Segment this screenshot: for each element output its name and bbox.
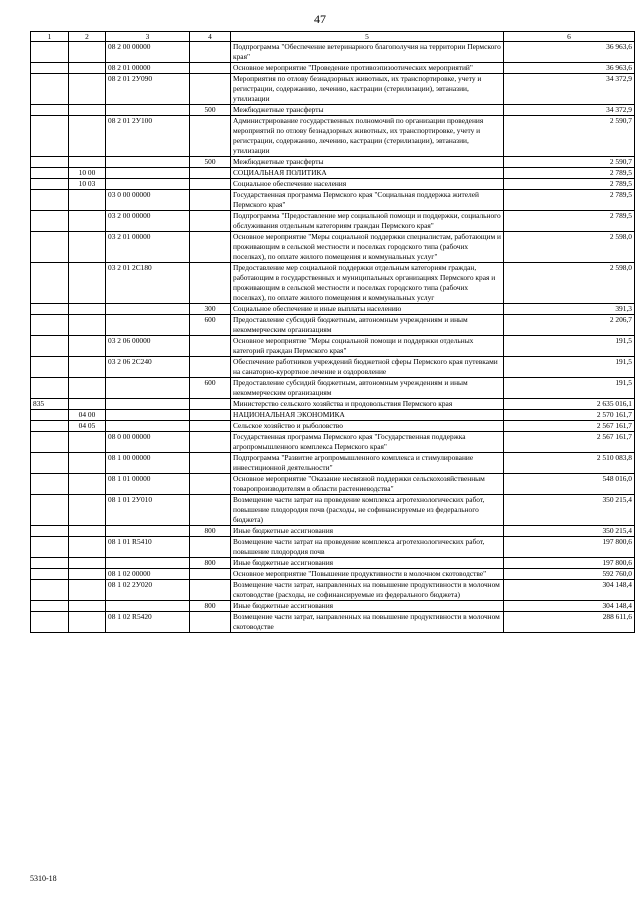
amount-cell: 36 963,6 xyxy=(504,42,635,63)
expense-type-cell xyxy=(190,168,231,179)
expense-type-cell xyxy=(190,410,231,421)
description-cell: Основное мероприятие "Меры социальной помощи и поддержки отдельных категорий граждан Пермского края" xyxy=(231,336,504,357)
expense-type-cell xyxy=(190,74,231,105)
section-code-cell xyxy=(69,453,106,474)
amount-cell: 2 789,5 xyxy=(504,179,635,190)
table-row xyxy=(31,105,635,116)
description-cell: Предоставление субсидий бюджетным, автономным учреждениям и иным некоммерческим организациям xyxy=(231,315,504,336)
table-row xyxy=(31,474,635,495)
amount-cell: 36 963,6 xyxy=(504,63,635,74)
admin-code-cell xyxy=(31,474,69,495)
expense-type-cell: 600 xyxy=(190,378,231,399)
expense-type-cell xyxy=(190,336,231,357)
table-row xyxy=(31,612,635,633)
expense-type-cell xyxy=(190,179,231,190)
page-number: 47 xyxy=(314,12,326,26)
admin-code-cell xyxy=(31,453,69,474)
column-header: 2 xyxy=(69,32,106,42)
section-code-cell xyxy=(69,558,106,569)
target-code-cell xyxy=(106,105,190,116)
table-row xyxy=(31,569,635,580)
description-cell: Основное мероприятие "Повышение продуктивности в молочном скотоводстве" xyxy=(231,569,504,580)
amount-cell: 288 611,6 xyxy=(504,612,635,633)
description-cell: Сельское хозяйство и рыболовство xyxy=(231,421,504,432)
admin-code-cell xyxy=(31,421,69,432)
table-row xyxy=(31,601,635,612)
admin-code-cell xyxy=(31,304,69,315)
description-cell: Предоставление мер социальной поддержки отдельным категориям граждан, работающим в государственных и муниципальных организациях Пермского края и проживающим в сельской местности и поселках городского типа (рабочих поселках), по оплате жилого помещения и коммунальных услуг xyxy=(231,263,504,304)
amount-cell: 2 635 016,1 xyxy=(504,399,635,410)
amount-cell: 2 590,7 xyxy=(504,116,635,157)
target-code-cell xyxy=(106,315,190,336)
section-code-cell xyxy=(69,157,106,168)
table-row xyxy=(31,526,635,537)
description-cell: Предоставление субсидий бюджетным, автономным учреждениям и иным некоммерческим организациям xyxy=(231,378,504,399)
target-code-cell: 08 1 02 00000 xyxy=(106,569,190,580)
expense-type-cell: 600 xyxy=(190,315,231,336)
description-cell: НАЦИОНАЛЬНАЯ ЭКОНОМИКА xyxy=(231,410,504,421)
description-cell: Министерство сельского хозяйства и продовольствия Пермского края xyxy=(231,399,504,410)
target-code-cell: 08 2 01 2У100 xyxy=(106,116,190,157)
admin-code-cell xyxy=(31,378,69,399)
amount-cell: 304 148,4 xyxy=(504,601,635,612)
admin-code-cell xyxy=(31,157,69,168)
target-code-cell: 03 0 00 00000 xyxy=(106,190,190,211)
table-row xyxy=(31,304,635,315)
expense-type-cell xyxy=(190,612,231,633)
section-code-cell xyxy=(69,63,106,74)
target-code-cell xyxy=(106,410,190,421)
amount-cell: 191,5 xyxy=(504,378,635,399)
admin-code-cell xyxy=(31,537,69,558)
section-code-cell xyxy=(69,74,106,105)
table-row xyxy=(31,495,635,526)
target-code-cell: 08 1 01 00000 xyxy=(106,474,190,495)
description-cell: Администрирование государственных полномочий по организации проведения мероприятий по отлову безнадзорных животных, их транспортировке, учету и регистрации, содержанию, лечению, кастрации (стерилизации), эвтаназии, утилизации xyxy=(231,116,504,157)
description-cell: Государственная программа Пермского края "Государственная поддержка агропромышленного комплекса Пермского края" xyxy=(231,432,504,453)
description-cell: Межбюджетные трансферты xyxy=(231,105,504,116)
admin-code-cell xyxy=(31,116,69,157)
table-row xyxy=(31,453,635,474)
expense-type-cell: 800 xyxy=(190,558,231,569)
admin-code-cell: 835 xyxy=(31,399,69,410)
amount-cell: 2 206,7 xyxy=(504,315,635,336)
amount-cell: 197 800,6 xyxy=(504,537,635,558)
description-cell: Возмещение части затрат, направленных на повышение продуктивности в молочном скотоводстве (расходы, не софинансируемые из федерального бюджета) xyxy=(231,580,504,601)
amount-cell: 2 598,0 xyxy=(504,232,635,263)
section-code-cell xyxy=(69,357,106,378)
section-code-cell xyxy=(69,526,106,537)
amount-cell: 2 789,5 xyxy=(504,190,635,211)
description-cell: Подпрограмма "Предоставление мер социальной помощи и поддержки, социального обслуживания отдельным категориям граждан Пермского края" xyxy=(231,211,504,232)
section-code-cell: 04 00 xyxy=(69,410,106,421)
target-code-cell xyxy=(106,399,190,410)
amount-cell: 34 372,9 xyxy=(504,74,635,105)
target-code-cell: 08 0 00 00000 xyxy=(106,432,190,453)
target-code-cell xyxy=(106,526,190,537)
amount-cell: 350 215,4 xyxy=(504,526,635,537)
table-row xyxy=(31,116,635,157)
section-code-cell xyxy=(69,474,106,495)
table-row xyxy=(31,263,635,304)
target-code-cell: 03 2 00 00000 xyxy=(106,211,190,232)
section-code-cell xyxy=(69,190,106,211)
description-cell: Социальное обеспечение населения xyxy=(231,179,504,190)
expense-type-cell xyxy=(190,537,231,558)
section-code-cell xyxy=(69,612,106,633)
column-header: 5 xyxy=(231,32,504,42)
description-cell: Обеспечение работников учреждений бюджетной сферы Пермского края путевками на санаторно-курортное лечение и оздоровление xyxy=(231,357,504,378)
description-cell: Иные бюджетные ассигнования xyxy=(231,526,504,537)
description-cell: Социальное обеспечение и иные выплаты населению xyxy=(231,304,504,315)
amount-cell: 391,3 xyxy=(504,304,635,315)
description-cell: СОЦИАЛЬНАЯ ПОЛИТИКА xyxy=(231,168,504,179)
section-code-cell xyxy=(69,537,106,558)
expense-type-cell xyxy=(190,399,231,410)
section-code-cell xyxy=(69,232,106,263)
column-header: 4 xyxy=(190,32,231,42)
admin-code-cell xyxy=(31,526,69,537)
expense-type-cell xyxy=(190,211,231,232)
target-code-cell: 03 2 06 2С240 xyxy=(106,357,190,378)
section-code-cell xyxy=(69,116,106,157)
description-cell: Иные бюджетные ассигнования xyxy=(231,558,504,569)
expense-type-cell xyxy=(190,63,231,74)
target-code-cell xyxy=(106,558,190,569)
admin-code-cell xyxy=(31,168,69,179)
section-code-cell xyxy=(69,263,106,304)
amount-cell: 304 148,4 xyxy=(504,580,635,601)
admin-code-cell xyxy=(31,432,69,453)
expense-type-cell xyxy=(190,474,231,495)
amount-cell: 2 789,5 xyxy=(504,168,635,179)
amount-cell: 191,5 xyxy=(504,336,635,357)
admin-code-cell xyxy=(31,569,69,580)
description-cell: Мероприятия по отлову безнадзорных животных, их транспортировке, учету и регистрации, содержанию, лечению, кастрации (стерилизации), эвтаназии, утилизации xyxy=(231,74,504,105)
expense-type-cell xyxy=(190,190,231,211)
expense-type-cell xyxy=(190,421,231,432)
admin-code-cell xyxy=(31,601,69,612)
amount-cell: 191,5 xyxy=(504,357,635,378)
target-code-cell: 08 2 01 00000 xyxy=(106,63,190,74)
amount-cell: 350 215,4 xyxy=(504,495,635,526)
section-code-cell xyxy=(69,336,106,357)
target-code-cell xyxy=(106,304,190,315)
amount-cell: 197 800,6 xyxy=(504,558,635,569)
target-code-cell: 03 2 01 00000 xyxy=(106,232,190,263)
amount-cell: 2 789,5 xyxy=(504,211,635,232)
description-cell: Иные бюджетные ассигнования xyxy=(231,601,504,612)
expense-type-cell xyxy=(190,232,231,263)
table-row xyxy=(31,399,635,410)
target-code-cell: 03 2 06 00000 xyxy=(106,336,190,357)
section-code-cell: 10 00 xyxy=(69,168,106,179)
expense-type-cell xyxy=(190,116,231,157)
expense-type-cell xyxy=(190,432,231,453)
description-cell: Основное мероприятие "Оказание несвязной поддержки сельскохозяйственным товаропроизводителям в области растениеводства" xyxy=(231,474,504,495)
expense-type-cell xyxy=(190,580,231,601)
target-code-cell: 08 2 00 00000 xyxy=(106,42,190,63)
target-code-cell xyxy=(106,378,190,399)
table-row xyxy=(31,74,635,105)
target-code-cell: 08 2 01 2У090 xyxy=(106,74,190,105)
target-code-cell: 08 1 00 00000 xyxy=(106,453,190,474)
table-row xyxy=(31,157,635,168)
admin-code-cell xyxy=(31,580,69,601)
amount-cell: 2 570 161,7 xyxy=(504,410,635,421)
admin-code-cell xyxy=(31,336,69,357)
admin-code-cell xyxy=(31,211,69,232)
description-cell: Возмещение части затрат, направленных на повышение продуктивности в молочном скотоводстве xyxy=(231,612,504,633)
table-row xyxy=(31,357,635,378)
expense-type-cell xyxy=(190,453,231,474)
admin-code-cell xyxy=(31,63,69,74)
expense-type-cell xyxy=(190,357,231,378)
table-row xyxy=(31,558,635,569)
expense-type-cell xyxy=(190,42,231,63)
target-code-cell: 08 1 01 2У010 xyxy=(106,495,190,526)
description-cell: Межбюджетные трансферты xyxy=(231,157,504,168)
section-code-cell xyxy=(69,315,106,336)
table-row xyxy=(31,168,635,179)
budget-table xyxy=(30,31,635,633)
description-cell: Подпрограмма "Обеспечение ветеринарного благополучия на территории Пермского края" xyxy=(231,42,504,63)
table-row xyxy=(31,42,635,63)
table-row xyxy=(31,63,635,74)
admin-code-cell xyxy=(31,105,69,116)
table-row xyxy=(31,179,635,190)
table-row xyxy=(31,190,635,211)
section-code-cell xyxy=(69,399,106,410)
expense-type-cell xyxy=(190,495,231,526)
amount-cell: 2 590,7 xyxy=(504,157,635,168)
table-row xyxy=(31,336,635,357)
admin-code-cell xyxy=(31,179,69,190)
expense-type-cell: 800 xyxy=(190,601,231,612)
section-code-cell xyxy=(69,580,106,601)
admin-code-cell xyxy=(31,42,69,63)
description-cell: Основное мероприятие "Проведение противоэпизоотических мероприятий" xyxy=(231,63,504,74)
description-cell: Подпрограмма "Развитие агропромышленного комплекса и стимулирование инвестиционной деятельности" xyxy=(231,453,504,474)
amount-cell: 2 510 083,8 xyxy=(504,453,635,474)
table-row xyxy=(31,537,635,558)
admin-code-cell xyxy=(31,263,69,304)
target-code-cell xyxy=(106,157,190,168)
section-code-cell: 10 03 xyxy=(69,179,106,190)
target-code-cell xyxy=(106,179,190,190)
admin-code-cell xyxy=(31,190,69,211)
amount-cell: 548 016,0 xyxy=(504,474,635,495)
column-header: 1 xyxy=(31,32,69,42)
description-cell: Государственная программа Пермского края "Социальная поддержка жителей Пермского края" xyxy=(231,190,504,211)
admin-code-cell xyxy=(31,232,69,263)
document-code: 5310-18 xyxy=(30,874,57,883)
section-code-cell xyxy=(69,42,106,63)
table-row xyxy=(31,315,635,336)
description-cell: Основное мероприятие "Меры социальной поддержки специалистам, работающим и проживающим в сельской местности и поселках городского типа (рабочих поселках), по оплате жилого помещения и коммунальных услуг" xyxy=(231,232,504,263)
admin-code-cell xyxy=(31,558,69,569)
amount-cell: 2 567 161,7 xyxy=(504,432,635,453)
section-code-cell xyxy=(69,211,106,232)
amount-cell: 2 567 161,7 xyxy=(504,421,635,432)
description-cell: Возмещение части затрат на проведение комплекса агротехнологических работ, повышение плодородия почв (расходы, не софинансируемые из федерального бюджета) xyxy=(231,495,504,526)
amount-cell: 2 598,0 xyxy=(504,263,635,304)
expense-type-cell: 300 xyxy=(190,304,231,315)
expense-type-cell: 800 xyxy=(190,526,231,537)
section-code-cell xyxy=(69,304,106,315)
table-row xyxy=(31,580,635,601)
section-code-cell xyxy=(69,569,106,580)
section-code-cell xyxy=(69,495,106,526)
target-code-cell xyxy=(106,601,190,612)
table-row xyxy=(31,211,635,232)
section-code-cell xyxy=(69,601,106,612)
target-code-cell: 03 2 01 2С180 xyxy=(106,263,190,304)
admin-code-cell xyxy=(31,357,69,378)
admin-code-cell xyxy=(31,612,69,633)
admin-code-cell xyxy=(31,495,69,526)
target-code-cell: 08 1 02 2У020 xyxy=(106,580,190,601)
table-row xyxy=(31,378,635,399)
amount-cell: 34 372,9 xyxy=(504,105,635,116)
admin-code-cell xyxy=(31,74,69,105)
column-header: 3 xyxy=(106,32,190,42)
table-row xyxy=(31,432,635,453)
expense-type-cell xyxy=(190,263,231,304)
section-code-cell: 04 05 xyxy=(69,421,106,432)
expense-type-cell xyxy=(190,569,231,580)
target-code-cell xyxy=(106,421,190,432)
column-header: 6 xyxy=(504,32,635,42)
header-row xyxy=(31,32,635,42)
target-code-cell: 08 1 02 R5420 xyxy=(106,612,190,633)
amount-cell: 592 760,0 xyxy=(504,569,635,580)
admin-code-cell xyxy=(31,315,69,336)
admin-code-cell xyxy=(31,410,69,421)
section-code-cell xyxy=(69,432,106,453)
section-code-cell xyxy=(69,105,106,116)
expense-type-cell: 500 xyxy=(190,157,231,168)
description-cell: Возмещение части затрат на проведение комплекса агротехнологических работ, повышение плодородия почв xyxy=(231,537,504,558)
target-code-cell: 08 1 01 R5410 xyxy=(106,537,190,558)
target-code-cell xyxy=(106,168,190,179)
table-row xyxy=(31,410,635,421)
table-row xyxy=(31,421,635,432)
section-code-cell xyxy=(69,378,106,399)
table-row xyxy=(31,232,635,263)
expense-type-cell: 500 xyxy=(190,105,231,116)
